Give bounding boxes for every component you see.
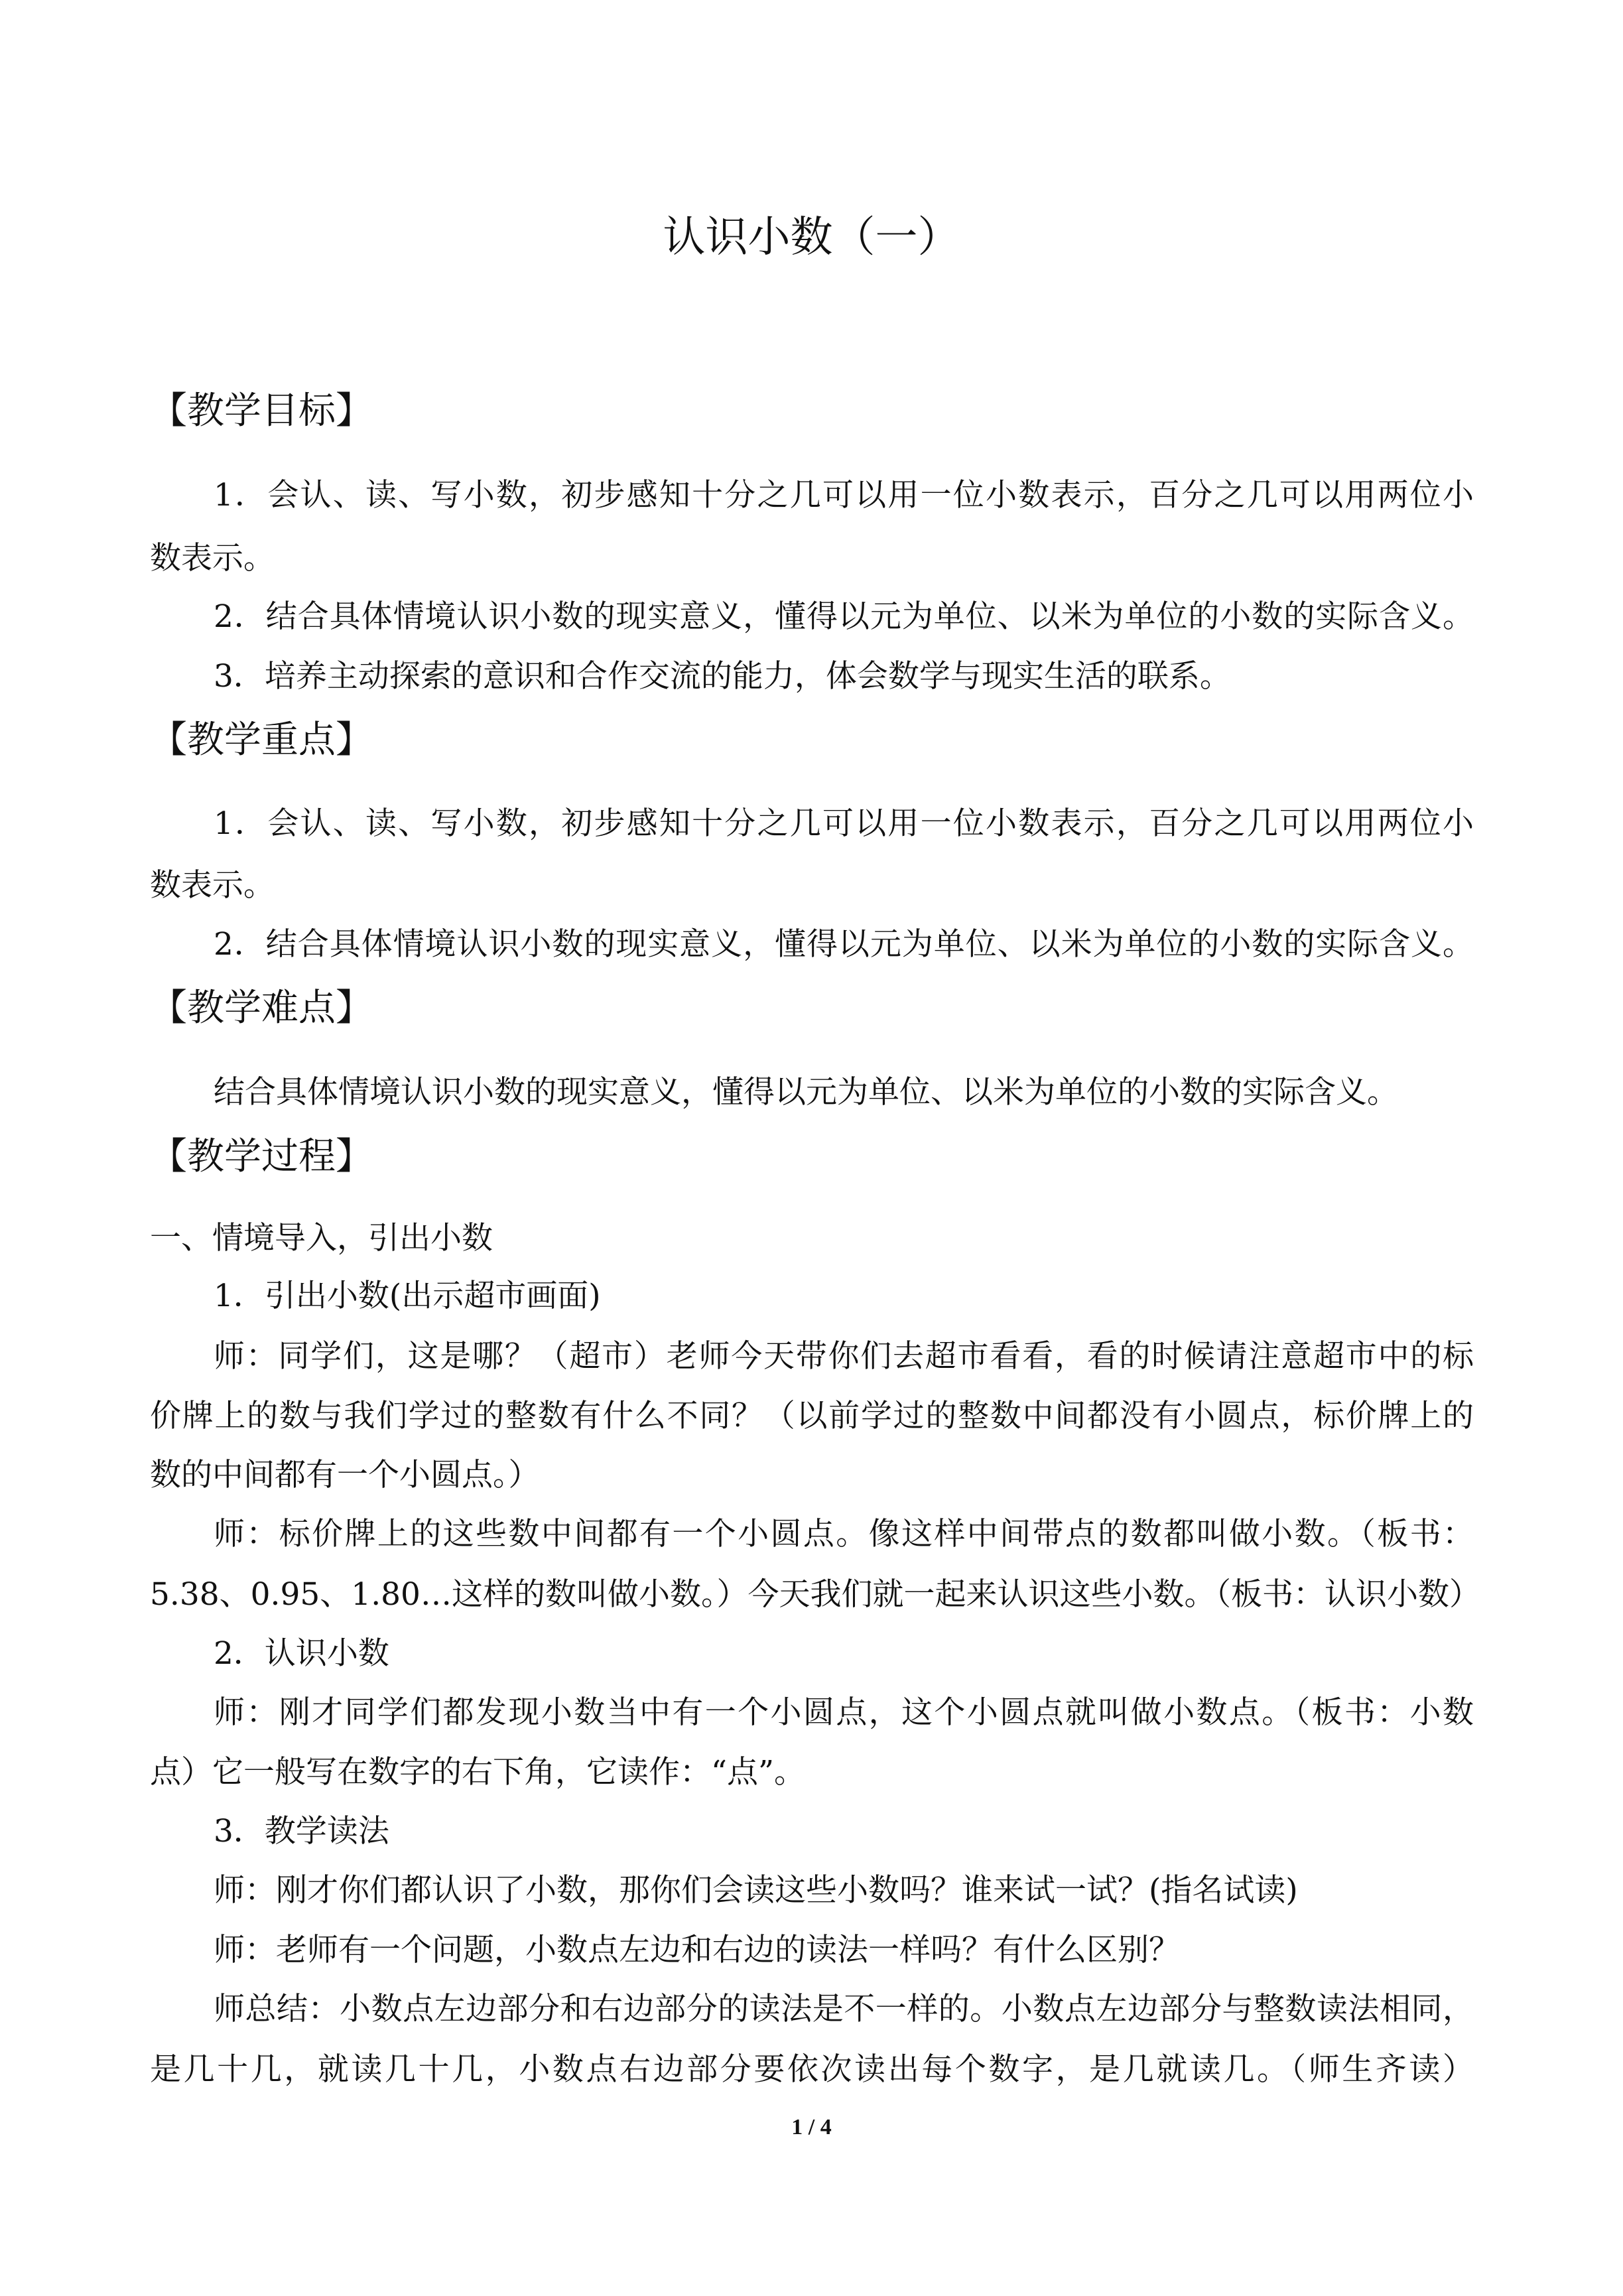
heading-process: 【教学过程】	[150, 1135, 373, 1178]
page-title: 认识小数（一）	[663, 213, 960, 262]
paragraph-5: 师：老师有一个问题，小数点左边和右边的读法一样吗？有什么区别？	[214, 1932, 1180, 1968]
part-1-title: 一、情境导入，引出小数	[150, 1220, 493, 1256]
heading-key-points: 【教学重点】	[150, 718, 373, 762]
step-3-title: 3．教学读法	[214, 1813, 389, 1850]
key-point-1-line-1: 1．会认、读、写小数，初步感知十分之几可以用一位小数表示，百分之几可以用两位小	[214, 805, 1474, 842]
objective-1-line-1: 1．会认、读、写小数，初步感知十分之几可以用一位小数表示，百分之几可以用两位小	[214, 477, 1474, 513]
key-point-2: 2．结合具体情境认识小数的现实意义，懂得以元为单位、以米为单位的小数的实际含义。	[214, 926, 1474, 963]
key-point-1-line-2: 数表示。	[150, 867, 275, 904]
paragraph-6-line-2: 是几十几，就读几十几，小数点右边部分要依次读出每个数字，是几就读几。（师生齐读）	[150, 2051, 1474, 2088]
paragraph-3-line-1: 师：刚才同学们都发现小数当中有一个小圆点，这个小圆点就叫做小数点。（板书：小数	[214, 1694, 1474, 1731]
difficulty-text: 结合具体情境认识小数的现实意义，懂得以元为单位、以米为单位的小数的实际含义。	[214, 1074, 1398, 1111]
objective-1-line-2: 数表示。	[150, 540, 275, 576]
step-1-title: 1．引出小数(出示超市画面)	[214, 1278, 601, 1314]
paragraph-1-line-2: 价牌上的数与我们学过的整数有什么不同？（以前学过的整数中间都没有小圆点，标价牌上的	[150, 1398, 1474, 1434]
step-2-title: 2．认识小数	[214, 1635, 389, 1672]
paragraph-3-line-2: 点）它一般写在数字的右下角，它读作：“点”。	[150, 1754, 806, 1790]
heading-difficulties: 【教学难点】	[150, 986, 373, 1030]
paragraph-4: 师：刚才你们都认识了小数，那你们会读这些小数吗？谁来试一试？(指名试读)	[214, 1872, 1298, 1909]
objective-3: 3．培养主动探索的意识和合作交流的能力，体会数学与现实生活的联系。	[214, 658, 1231, 695]
paragraph-2-line-1: 师：标价牌上的这些数中间都有一个小圆点。像这样中间带点的数都叫做小数。（板书：	[214, 1516, 1474, 1552]
heading-objectives: 【教学目标】	[150, 389, 373, 433]
paragraph-1-line-3: 数的中间都有一个小圆点。）	[150, 1457, 540, 1493]
objective-2: 2．结合具体情境认识小数的现实意义，懂得以元为单位、以米为单位的小数的实际含义。	[214, 598, 1474, 635]
paragraph-1-line-1: 师：同学们，这是哪？（超市）老师今天带你们去超市看看，看的时候请注意超市中的标	[214, 1338, 1474, 1375]
paragraph-6-line-1: 师总结：小数点左边部分和右边部分的读法是不一样的。小数点左边部分与整数读法相同，	[214, 1991, 1474, 2027]
page-number: 1 / 4	[791, 2115, 832, 2139]
paragraph-2-line-2: 5.38、0.95、1.80…这样的数叫做小数。）今天我们就一起来认识这些小数。（板书：认识小数）	[150, 1576, 1480, 1613]
